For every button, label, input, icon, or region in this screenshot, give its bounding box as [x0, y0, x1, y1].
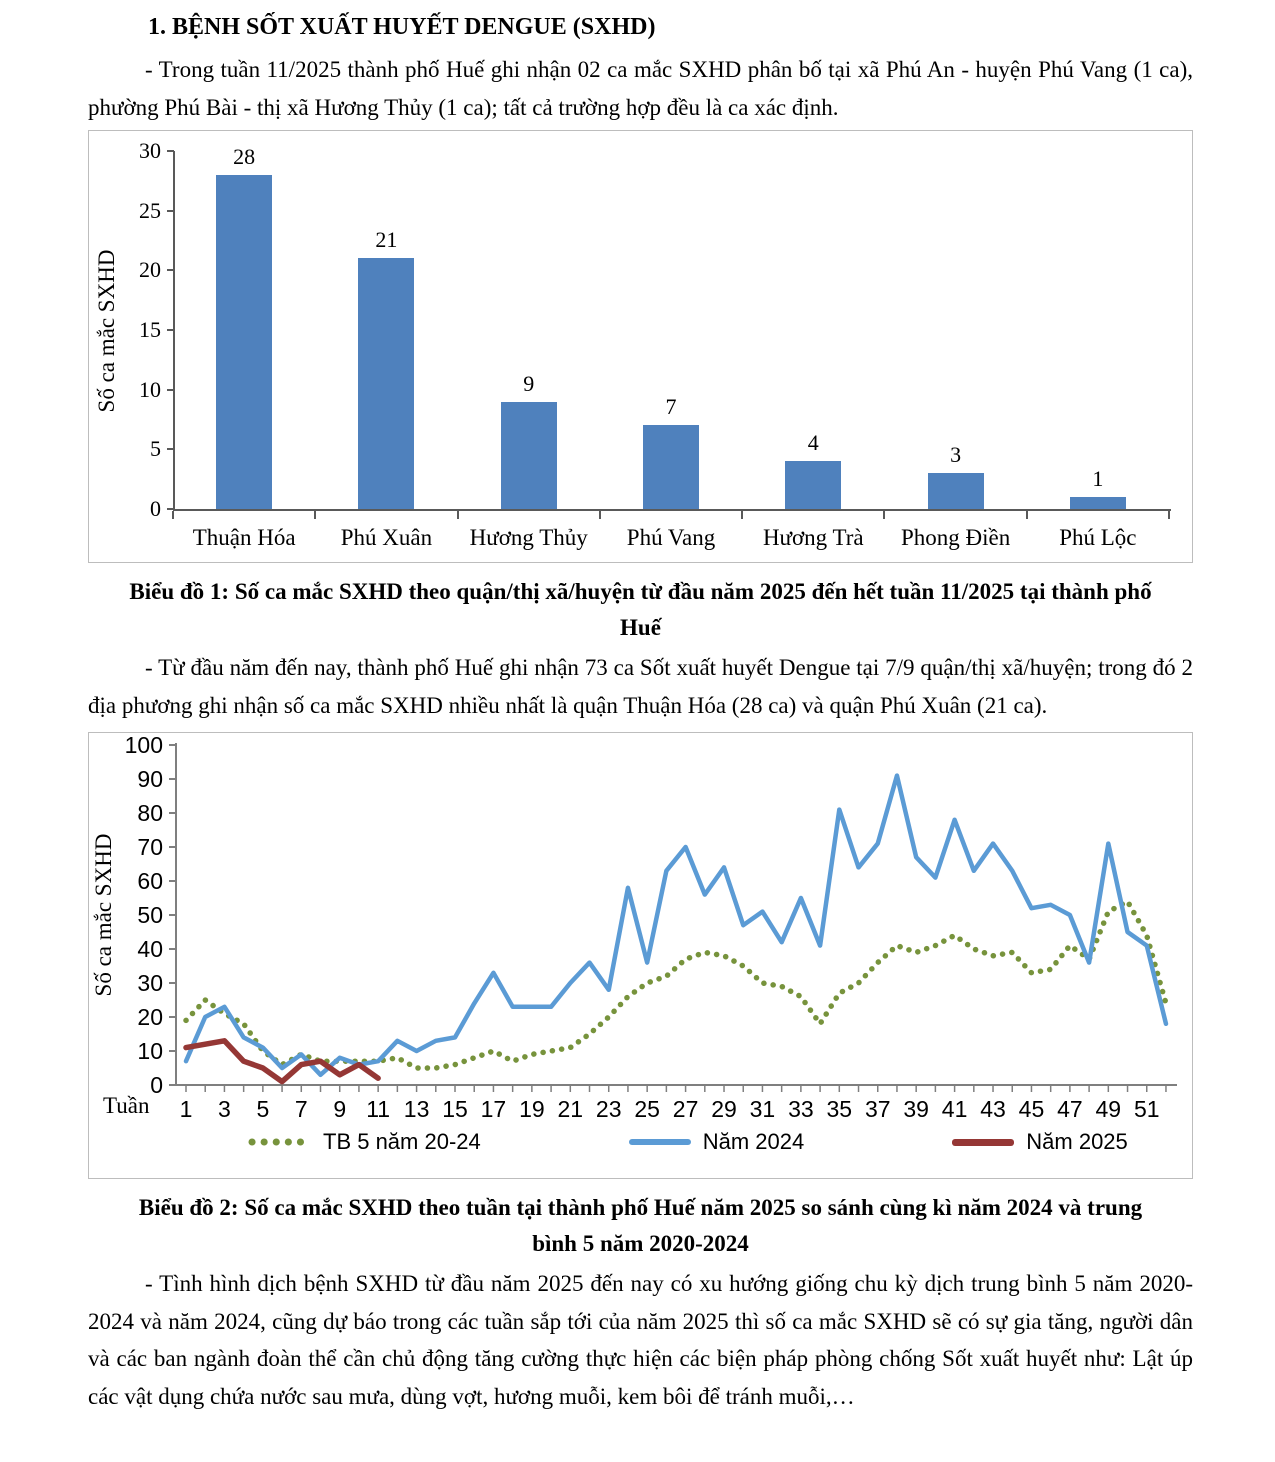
y-axis-tick-label: 0 — [150, 496, 161, 521]
x-axis-tick-label: 45 — [1018, 1096, 1045, 1122]
x-axis-tick-label: 1 — [179, 1096, 193, 1122]
x-axis-tick-label: 29 — [711, 1096, 737, 1122]
y-axis-tick-label: 60 — [137, 868, 163, 894]
y-axis-tick — [167, 210, 174, 212]
section-title: 1. BỆNH SỐT XUẤT HUYẾT DENGUE (SXHD) — [148, 14, 656, 40]
chart1-caption: Biểu đồ 1: Số ca mắc SXHD theo quận/thị xã/huyện từ đầu năm 2025 đến hết tuần 11/2025 tại thành phố Huế — [129, 579, 1152, 640]
y-axis-tick-label: 80 — [137, 800, 163, 826]
line-chart-plot-area — [89, 733, 1192, 1178]
bar-value-label: 4 — [807, 430, 819, 455]
x-category-label: Phú Xuân — [340, 525, 433, 550]
y-axis-tick-label: 25 — [139, 197, 161, 223]
x-category-label: Phong Điền — [900, 525, 1011, 550]
series-line-2024 — [186, 776, 1166, 1075]
y-axis-tick-label: 90 — [137, 766, 163, 792]
paragraph-ytd-summary: - Từ đầu năm đến nay, thành phố Huế ghi nhận 73 ca Sốt xuất huyết Dengue tại 7/9 quận/thị xã/huyện; trong đó 2 địa phương ghi nhận số ca mắc SXHD nhiều nhất là quận Thuận Hóa (28 ca) và quận Phú Xuân (21 ca). — [88, 655, 1193, 718]
line-chart-x-axis-label: Tuần — [103, 1093, 150, 1118]
x-axis-tick-label: 25 — [634, 1096, 660, 1122]
x-axis-tick-label: 31 — [749, 1096, 776, 1122]
bar — [1070, 497, 1126, 509]
x-axis-tick — [457, 511, 459, 519]
solid-line-swatch-2025-icon — [952, 1139, 1014, 1146]
y-axis-tick-label: 10 — [139, 376, 161, 402]
line-chart-weekly — [88, 732, 1193, 1179]
x-axis-tick-label: 39 — [903, 1096, 929, 1122]
x-axis-tick-label: 17 — [480, 1096, 507, 1122]
x-category-label: Phú Lộc — [1059, 525, 1137, 550]
bar-value-label: 3 — [950, 442, 962, 467]
x-axis-tick-label: 7 — [294, 1096, 308, 1122]
y-axis-tick — [167, 508, 174, 510]
legend-item-2024 — [629, 1129, 805, 1155]
y-axis-tick — [167, 150, 174, 152]
y-axis-tick-label: 70 — [137, 834, 163, 860]
x-axis-tick-label: 19 — [519, 1096, 545, 1122]
x-axis-tick-label: 51 — [1133, 1096, 1160, 1122]
bar — [928, 473, 984, 509]
x-axis-tick — [1168, 511, 1170, 519]
x-axis-tick-label: 27 — [672, 1096, 699, 1122]
x-axis-tick-label: 21 — [557, 1096, 584, 1122]
bar-value-label: 21 — [375, 227, 398, 252]
y-axis-tick-label: 50 — [137, 902, 163, 928]
line-chart-legend — [89, 1129, 1192, 1155]
bar — [501, 402, 557, 509]
bar-chart-y-axis-label: Số ca mắc SXHD — [94, 249, 119, 413]
axes-lines — [176, 743, 1177, 1085]
x-axis-tick — [314, 511, 316, 519]
x-axis-tick-label: 13 — [403, 1096, 430, 1122]
x-axis-tick — [741, 511, 743, 519]
x-axis-tick — [1026, 511, 1028, 519]
x-axis-tick-label: 5 — [256, 1096, 270, 1122]
y-axis-tick — [167, 389, 174, 391]
x-category-label: Thuận Hóa — [192, 525, 296, 550]
x-axis-tick — [172, 511, 174, 519]
x-axis-tick-label: 9 — [333, 1096, 347, 1122]
y-axis-tick-label: 100 — [124, 733, 163, 758]
x-axis-tick-label: 23 — [595, 1096, 622, 1122]
y-axis-tick — [167, 448, 174, 450]
y-axis-tick — [167, 269, 174, 271]
x-axis-tick-label: 15 — [442, 1096, 468, 1122]
bar — [216, 175, 272, 509]
x-category-label: Hương Thủy — [469, 525, 588, 550]
line-chart-y-axis-label: Số ca mắc SXHD — [91, 833, 116, 997]
paragraph-week-summary: - Trong tuần 11/2025 thành phố Huế ghi nhận 02 ca mắc SXHD phân bố tại xã Phú An - huyện Phú Vang (1 ca), phường Phú Bài - thị xã Hương Thủy (1 ca); tất cả trường hợp đều là ca xác định. — [88, 57, 1193, 120]
series-line-tb5 — [186, 901, 1166, 1068]
x-axis-tick-label: 47 — [1057, 1096, 1083, 1122]
x-axis-tick-label: 41 — [941, 1096, 968, 1122]
y-axis-tick-label: 30 — [137, 970, 163, 996]
paragraph-forecast: - Tình hình dịch bệnh SXHD từ đầu năm 2025 đến nay có xu hướng giống chu kỳ dịch trung bình 5 năm 2020-2024 và năm 2024, cũng dự báo trong các tuần sắp tới của năm 2025 thì số ca mắc SXHD sẽ có sự gia tăng, người dân và các ban ngành đoàn thể cần chủ động tăng cường thực hiện các biện pháp phòng chống Sốt xuất huyết như: Lật úp các vật dụng chứa nước sau mưa, dùng vợt, hương muỗi, kem bôi để tránh muỗi,… — [88, 1271, 1193, 1409]
x-axis-tick — [599, 511, 601, 519]
bar-value-label: 9 — [523, 371, 535, 396]
y-axis-tick-label: 20 — [137, 1004, 163, 1030]
y-axis-tick-label: 20 — [139, 257, 161, 283]
legend-label-2024: Năm 2024 — [702, 1129, 805, 1154]
legend-item-2025 — [952, 1129, 1128, 1155]
chart2-caption: Biểu đồ 2: Số ca mắc SXHD theo tuần tại thành phố Huế năm 2025 so sánh cùng kì năm 2024 và trung bình 5 năm 2020-2024 — [138, 1195, 1143, 1256]
solid-line-swatch-2024-icon — [629, 1139, 691, 1145]
x-axis-tick-label: 49 — [1095, 1096, 1122, 1122]
bar — [643, 425, 699, 509]
x-category-label: Hương Trà — [762, 525, 864, 550]
legend-label-tb5: TB 5 năm 20-24 — [323, 1129, 481, 1154]
x-axis-tick-label: 33 — [788, 1096, 814, 1122]
bar-value-label: 7 — [665, 394, 677, 419]
y-axis-tick-label: 15 — [139, 317, 161, 342]
dotted-line-swatch-icon — [247, 1137, 311, 1147]
legend-item-tb5 — [247, 1129, 481, 1155]
y-axis-tick-label: 40 — [137, 936, 163, 962]
y-axis-tick-label: 30 — [139, 138, 161, 163]
bar-value-label: 1 — [1092, 466, 1104, 491]
y-axis-tick-label: 5 — [150, 436, 161, 462]
x-axis-tick — [883, 511, 885, 519]
x-axis-tick-label: 35 — [826, 1096, 853, 1122]
bar — [358, 258, 414, 509]
x-category-label: Phú Vang — [626, 525, 716, 550]
x-axis-tick-label: 3 — [218, 1096, 231, 1122]
x-axis-tick-label: 11 — [366, 1096, 391, 1122]
legend-label-2025: Năm 2025 — [1026, 1129, 1128, 1154]
x-axis-tick-label: 37 — [864, 1096, 891, 1122]
bar-chart-districts — [88, 130, 1193, 563]
x-axis-tick-label: 43 — [980, 1096, 1006, 1122]
y-axis-tick-label: 10 — [137, 1038, 163, 1064]
y-axis-tick — [167, 329, 174, 331]
bar — [785, 461, 841, 509]
y-axis-tick-label: 0 — [150, 1072, 163, 1098]
bar-value-label: 28 — [233, 144, 256, 169]
